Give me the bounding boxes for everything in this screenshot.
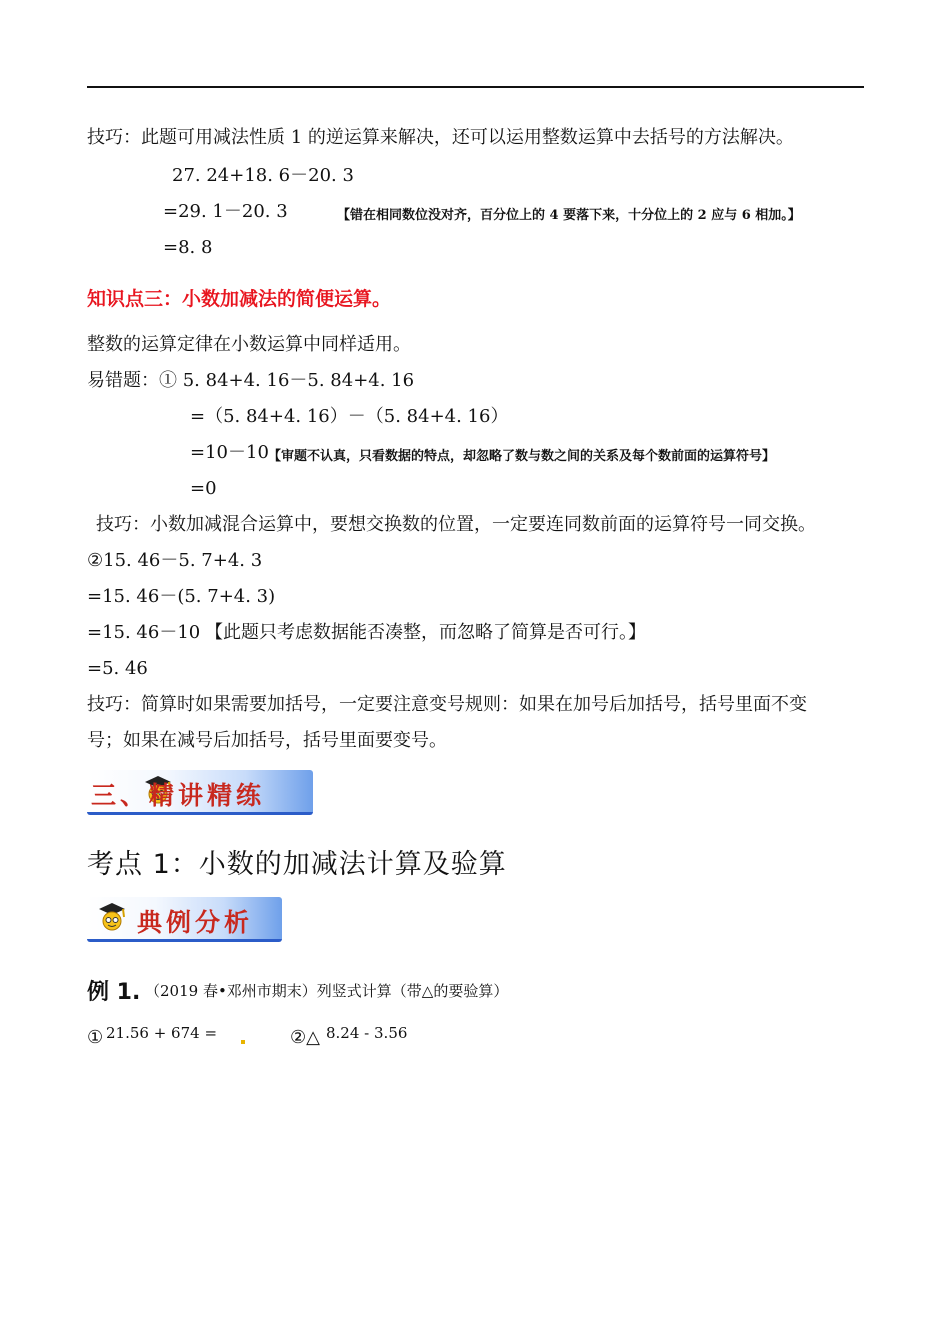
intro-text: 整数的运算定律在小数运算中同样适用。	[87, 334, 411, 355]
question-mark: ①	[87, 1027, 104, 1048]
example-label: 例 1.	[87, 980, 141, 1005]
section-heading: 知识点三：小数加减法的简便运算。	[87, 288, 392, 310]
question-mark: ②△	[290, 1027, 320, 1048]
calc-line: 易错题：① 5. 84+4. 16－5. 84+4. 16	[87, 370, 415, 391]
tip-text-2: 技巧：小数加减混合运算中，要想交换数的位置，一定要连同数前面的运算符号一同交换。	[96, 514, 816, 535]
calc-line: =10－10	[190, 442, 269, 463]
banner-title: 典例分析	[137, 908, 254, 937]
calc-line: =0	[190, 478, 217, 499]
calc-line: =15. 46－10	[87, 622, 201, 643]
calc-line: =8. 8	[163, 237, 213, 258]
question-expression: 8.24 - 3.56	[326, 1024, 408, 1042]
section-banner	[87, 897, 282, 942]
error-note: 【审题不认真，只看数据的特点，却忽略了数与数之间的关系及每个数前面的运算符号】	[268, 449, 776, 464]
question-expression: 21.56 + 674 =	[106, 1024, 218, 1042]
calc-line: =29. 1－20. 3	[163, 201, 288, 222]
graduate-mascot-icon	[95, 900, 129, 934]
calc-line: =15. 46－(5. 7+4. 3)	[87, 586, 276, 607]
marker-dot	[241, 1040, 245, 1044]
section-banner	[87, 770, 313, 815]
banner-title: 三、精讲精练	[91, 781, 266, 810]
error-note: 【错在相同数位没对齐，百分位上的 4 要落下来，十分位上的 2 应与 6 相加。】	[337, 208, 801, 223]
calc-line: =（5. 84+4. 16）－（5. 84+4. 16）	[190, 406, 509, 427]
kaodian-title: 考点 1：小数的加减法计算及验算	[87, 849, 507, 880]
tip-text-3-cont: 号；如果在减号后加括号，括号里面要变号。	[87, 730, 447, 751]
calc-line: 27. 24+18. 6－20. 3	[172, 165, 354, 186]
example-description: （2019 春•邓州市期末）列竖式计算（带△的要验算）	[145, 982, 509, 1000]
tip-text-1: 技巧：此题可用减法性质 1 的逆运算来解决，还可以运用整数运算中去括号的方法解决。	[87, 127, 794, 148]
calc-line: =5. 46	[87, 658, 148, 679]
error-note: 【此题只考虑数据能否凑整，而忽略了简算是否可行。】	[205, 622, 646, 643]
calc-line: ②15. 46－5. 7+4. 3	[87, 550, 263, 571]
tip-text-3: 技巧：简算时如果需要加括号，一定要注意变号规则：如果在加号后加括号，括号里面不变	[87, 694, 807, 715]
header-rule	[87, 86, 864, 88]
